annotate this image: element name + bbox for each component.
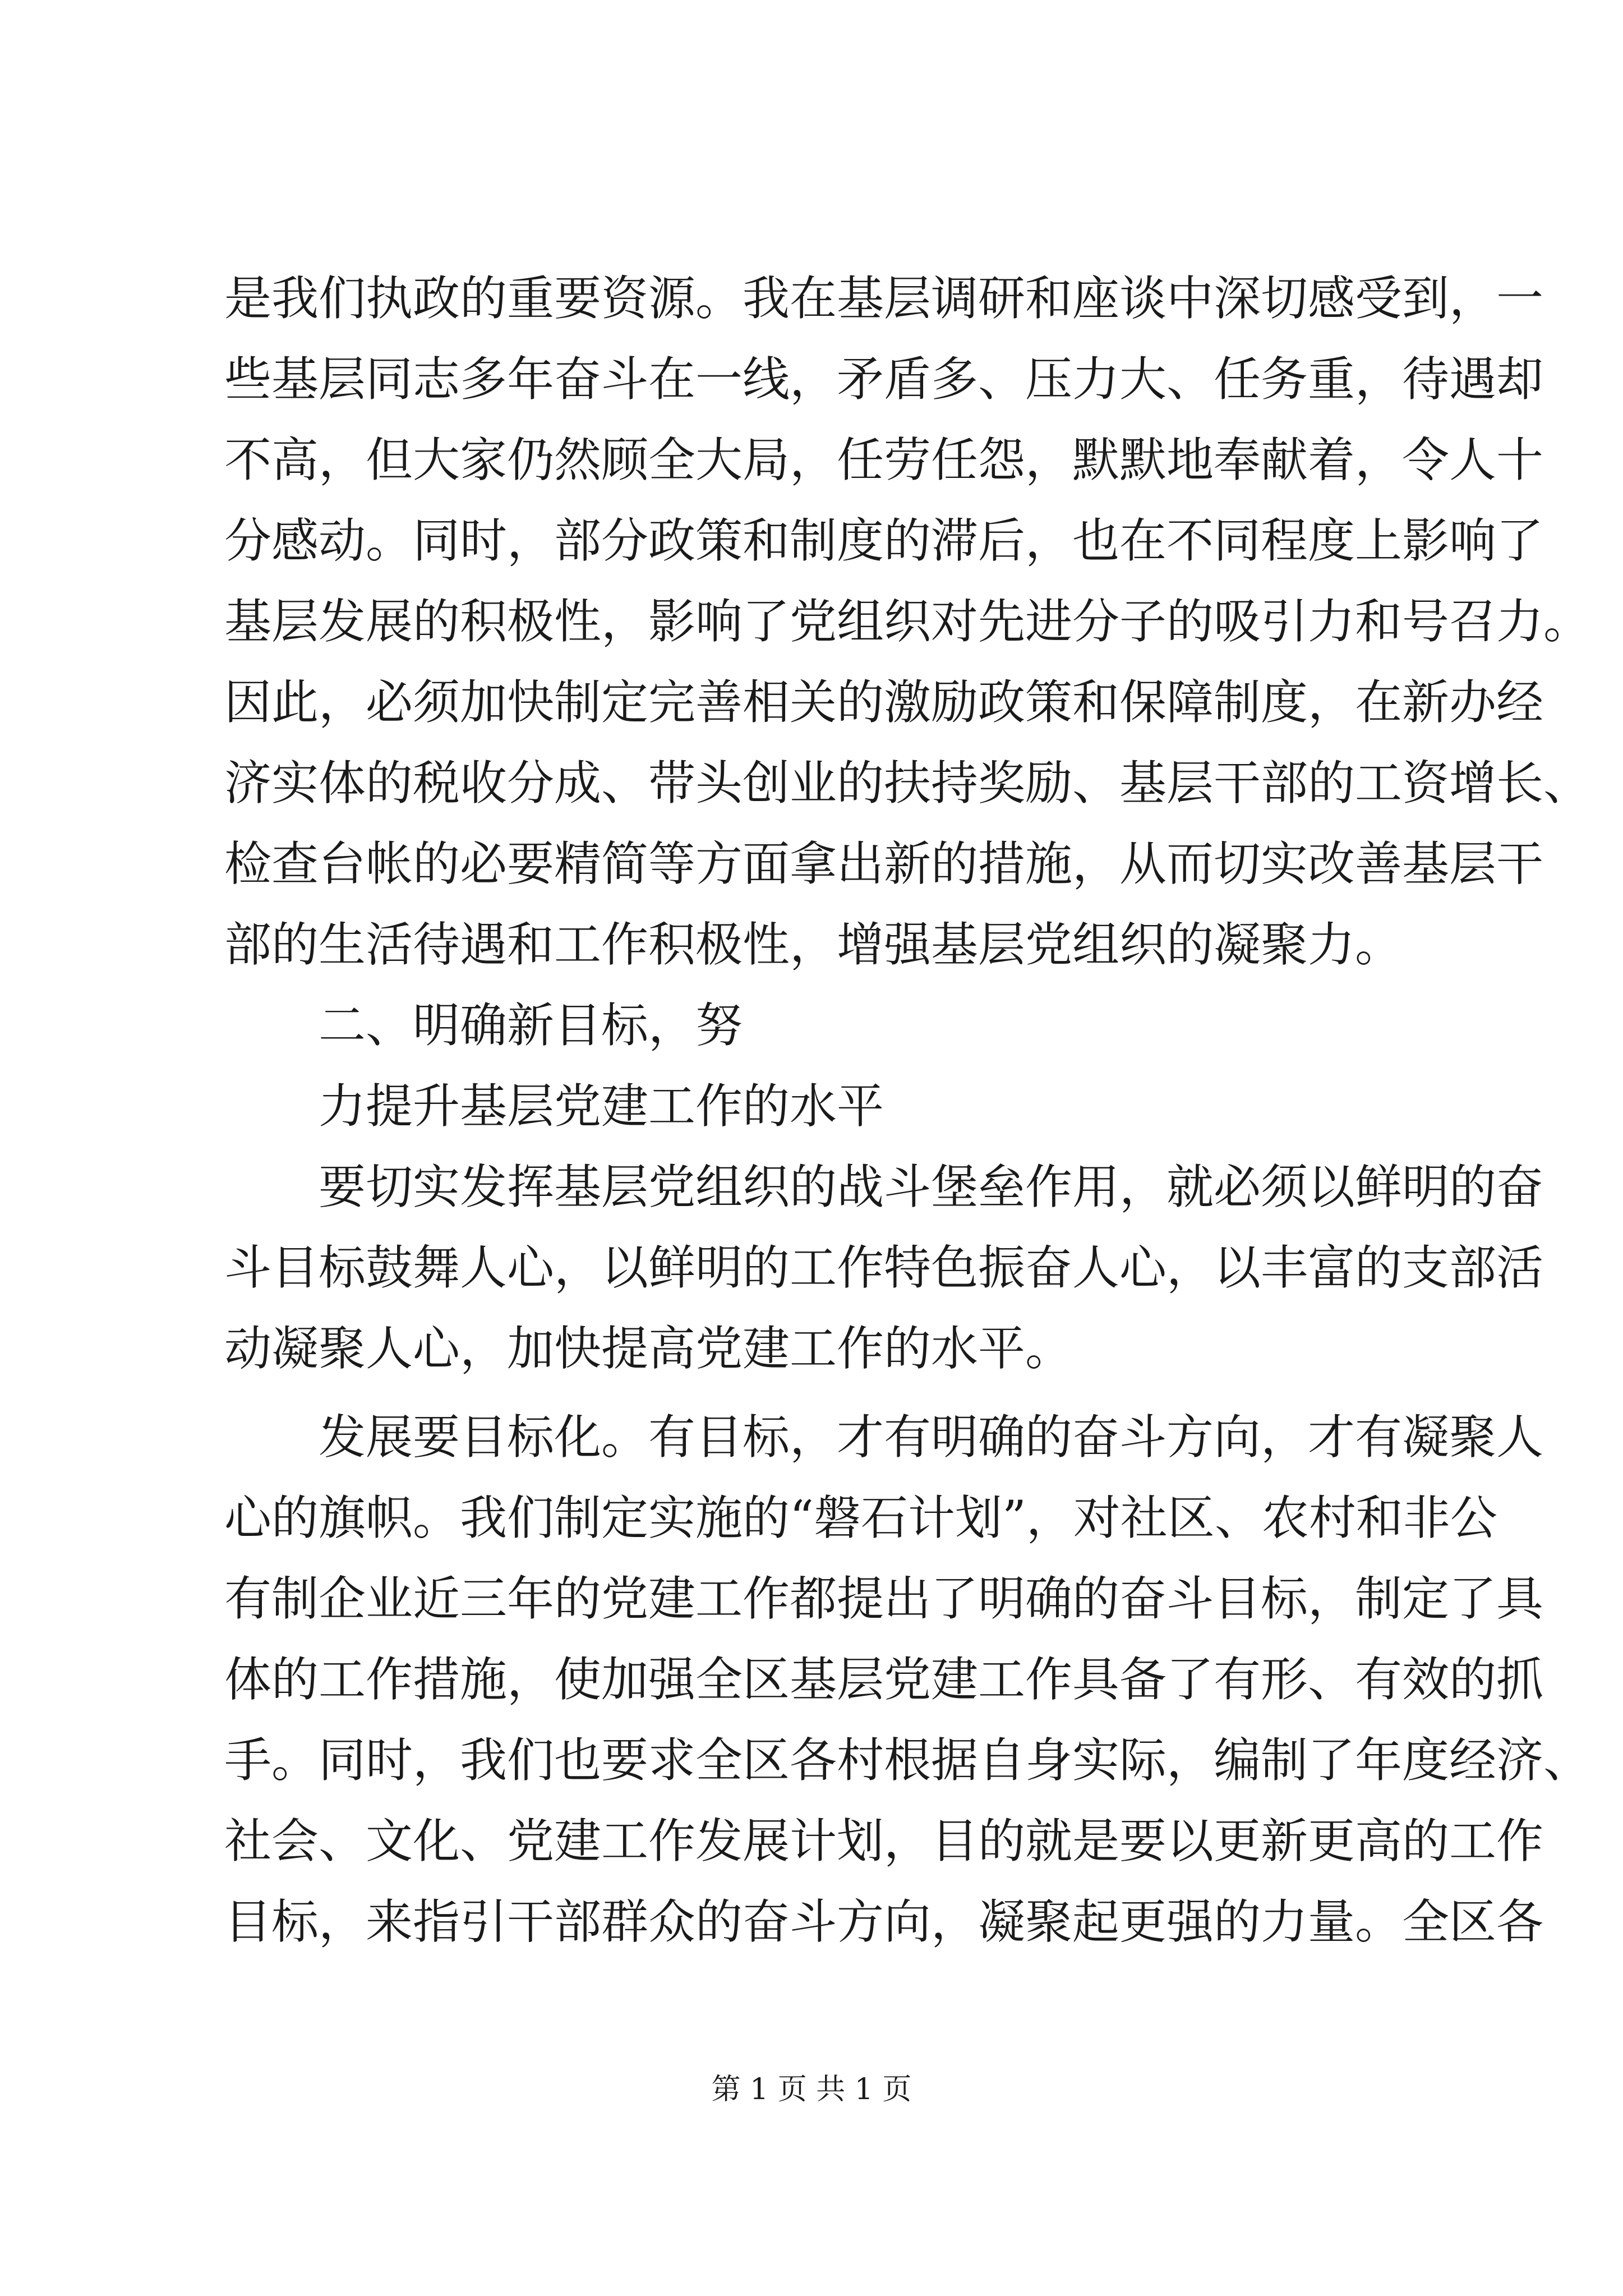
text-line: 有制企业近三年的党建工作都提出了明确的奋斗目标，制定了具 — [224, 1571, 1544, 1626]
text-line: 体的工作措施，使加强全区基层党建工作具备了有形、有效的抓 — [224, 1652, 1544, 1707]
text-line: 发展要目标化。有目标，才有明确的奋斗方向，才有凝聚人 — [319, 1410, 1544, 1465]
text-line: 目标，来指引干部群众的奋斗方向，凝聚起更强的力量。全区各 — [224, 1894, 1544, 1949]
text-line: 不高，但大家仍然顾全大局，任劳任怨，默默地奉献着，令人十 — [224, 432, 1544, 487]
text-line: 动凝聚人心，加快提高党建工作的水平。 — [224, 1321, 1073, 1376]
paragraph-gap — [224, 1389, 1413, 1397]
text-line: 手。同时，我们也要求全区各村根据自身实际，编制了年度经济、 — [224, 1733, 1591, 1788]
text-line: 要切实发挥基层党组织的战斗堡垒作用，就必须以鲜明的奋 — [319, 1159, 1544, 1214]
section-heading-line: 二、明确新目标，努 — [319, 998, 743, 1053]
text-line: 分感动。同时，部分政策和制度的滞后，也在不同程度上影响了 — [224, 513, 1544, 568]
text-line: 基层发展的积极性，影响了党组织对先进分子的吸引力和号召力。 — [224, 594, 1591, 649]
text-line: 济实体的税收分成、带头创业的扶持奖励、基层干部的工资增长、 — [224, 756, 1591, 811]
text-line: 部的生活待遇和工作积极性，增强基层党组织的凝聚力。 — [224, 917, 1403, 972]
text-line: 些基层同志多年奋斗在一线，矛盾多、压力大、任务重，待遇却 — [224, 352, 1544, 407]
page-number-footer: 第 1 页 共 1 页 — [711, 2073, 912, 2106]
text-line: 因此，必须加快制定完善相关的激励政策和保障制度，在新办经 — [224, 675, 1544, 730]
text-line: 社会、文化、党建工作发展计划，目的就是要以更新更高的工作 — [224, 1814, 1544, 1869]
section-heading-line: 力提升基层党建工作的水平 — [319, 1079, 884, 1134]
text-line: 心的旗帜。我们制定实施的“磐石计划”，对社区、农村和非公 — [224, 1490, 1497, 1545]
text-line: 是我们执政的重要资源。我在基层调研和座谈中深切感受到，一 — [224, 271, 1544, 326]
text-line: 斗目标鼓舞人心，以鲜明的工作特色振奋人心，以丰富的支部活 — [224, 1240, 1544, 1295]
document-body — [224, 258, 1591, 1962]
text-line: 检查台帐的必要精简等方面拿出新的措施，从而切实改善基层干 — [224, 836, 1544, 891]
